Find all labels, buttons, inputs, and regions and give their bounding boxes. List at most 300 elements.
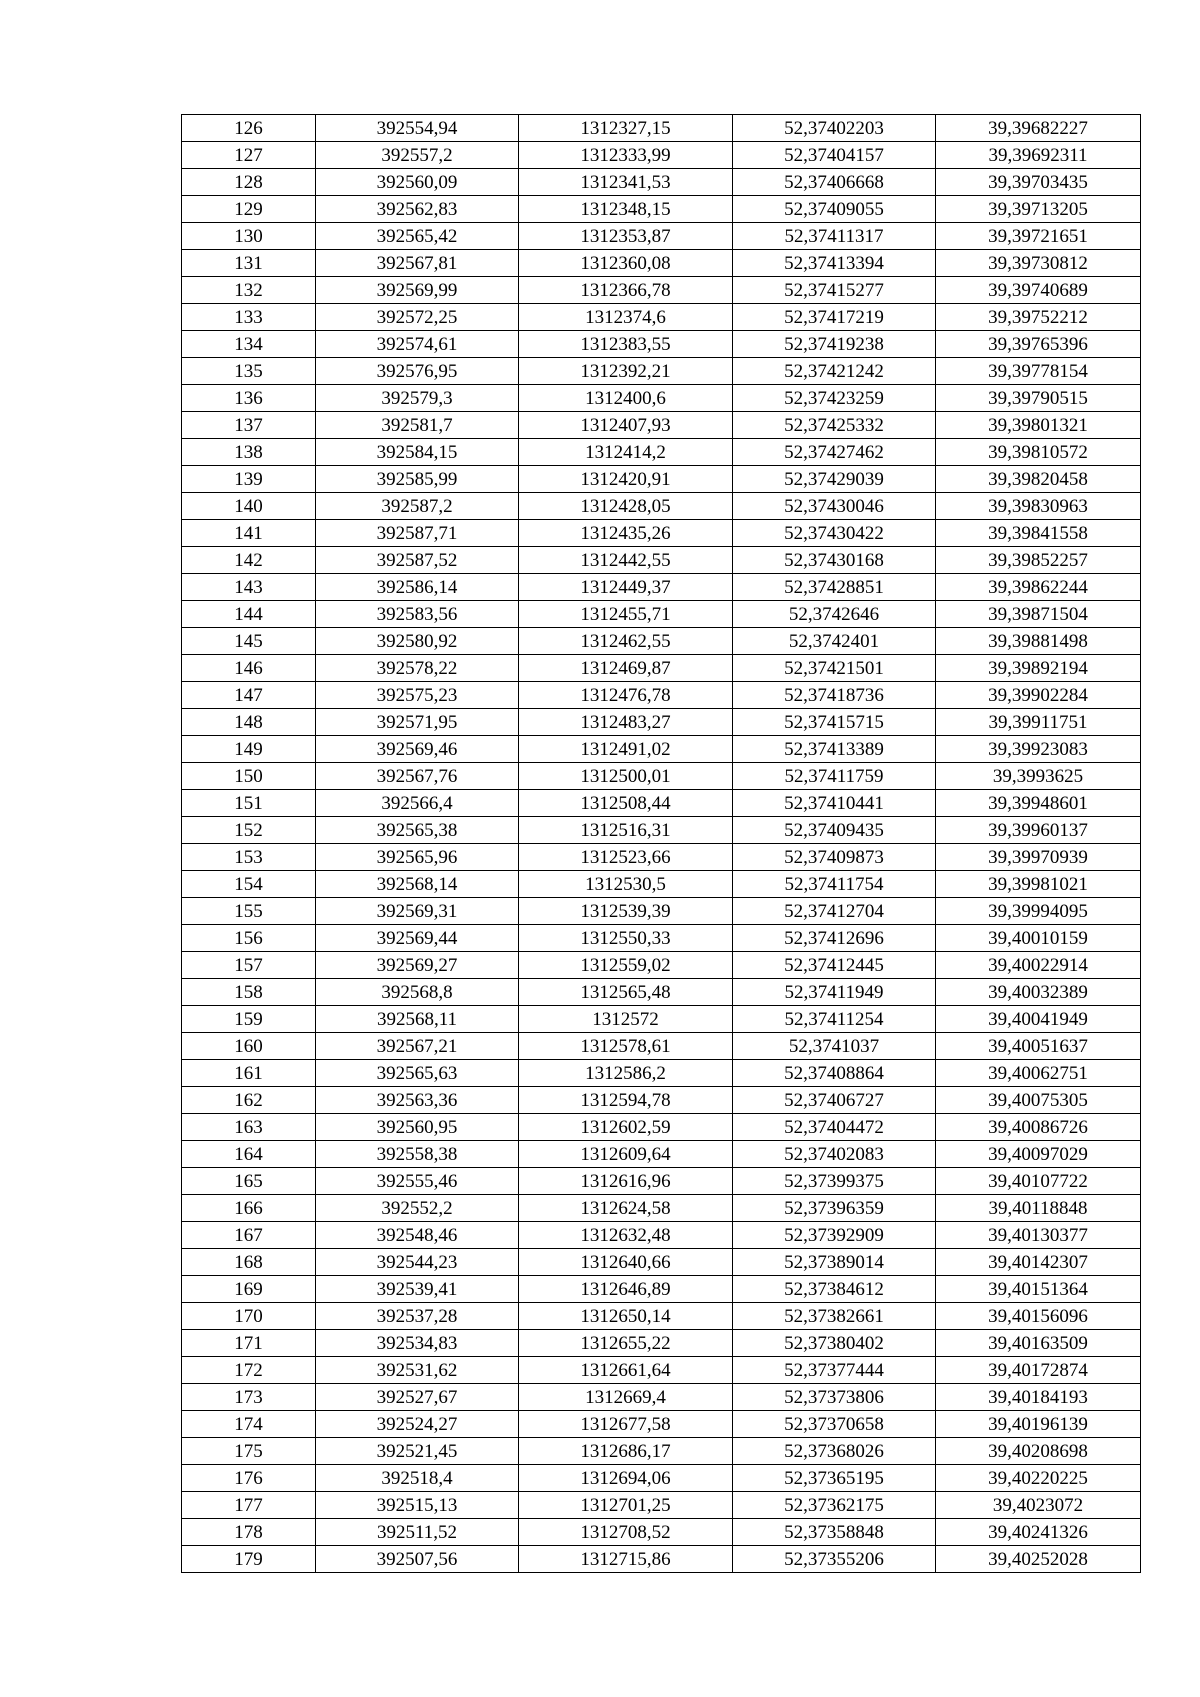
table-row	[182, 1384, 1141, 1411]
x-coordinate-cell: 392569,31	[316, 898, 519, 925]
x-coordinate-cell: 392565,42	[316, 223, 519, 250]
point-number-cell: 168	[182, 1249, 316, 1276]
longitude-cell: 39,39948601	[936, 790, 1141, 817]
longitude-cell: 39,40097029	[936, 1141, 1141, 1168]
x-coordinate-cell: 392576,95	[316, 358, 519, 385]
table-row	[182, 844, 1141, 871]
x-coordinate-cell: 392566,4	[316, 790, 519, 817]
table-row	[182, 115, 1141, 142]
table-row	[182, 574, 1141, 601]
point-number-cell: 127	[182, 142, 316, 169]
table-row	[182, 736, 1141, 763]
latitude-cell: 52,37412704	[733, 898, 936, 925]
x-coordinate-cell: 392574,61	[316, 331, 519, 358]
longitude-cell: 39,39830963	[936, 493, 1141, 520]
latitude-cell: 52,37411759	[733, 763, 936, 790]
point-number-cell: 156	[182, 925, 316, 952]
point-number-cell: 147	[182, 682, 316, 709]
table-row	[182, 1249, 1141, 1276]
latitude-cell: 52,37408864	[733, 1060, 936, 1087]
table-row	[182, 1546, 1141, 1573]
x-coordinate-cell: 392567,76	[316, 763, 519, 790]
longitude-cell: 39,40032389	[936, 979, 1141, 1006]
table-row	[182, 547, 1141, 574]
point-number-cell: 170	[182, 1303, 316, 1330]
latitude-cell: 52,37380402	[733, 1330, 936, 1357]
longitude-cell: 39,39892194	[936, 655, 1141, 682]
y-coordinate-cell: 1312455,71	[519, 601, 733, 628]
longitude-cell: 39,40051637	[936, 1033, 1141, 1060]
latitude-cell: 52,37429039	[733, 466, 936, 493]
point-number-cell: 164	[182, 1141, 316, 1168]
y-coordinate-cell: 1312715,86	[519, 1546, 733, 1573]
table-row	[182, 628, 1141, 655]
point-number-cell: 150	[182, 763, 316, 790]
table-row	[182, 1168, 1141, 1195]
x-coordinate-cell: 392585,99	[316, 466, 519, 493]
longitude-cell: 39,40086726	[936, 1114, 1141, 1141]
table-row	[182, 790, 1141, 817]
latitude-cell: 52,37411949	[733, 979, 936, 1006]
x-coordinate-cell: 392569,44	[316, 925, 519, 952]
x-coordinate-cell: 392587,2	[316, 493, 519, 520]
y-coordinate-cell: 1312348,15	[519, 196, 733, 223]
y-coordinate-cell: 1312559,02	[519, 952, 733, 979]
latitude-cell: 52,37370658	[733, 1411, 936, 1438]
table-row	[182, 763, 1141, 790]
longitude-cell: 39,39752212	[936, 304, 1141, 331]
y-coordinate-cell: 1312400,6	[519, 385, 733, 412]
y-coordinate-cell: 1312469,87	[519, 655, 733, 682]
table-row	[182, 1114, 1141, 1141]
point-number-cell: 149	[182, 736, 316, 763]
y-coordinate-cell: 1312449,37	[519, 574, 733, 601]
longitude-cell: 39,40208698	[936, 1438, 1141, 1465]
longitude-cell: 39,3993625	[936, 763, 1141, 790]
point-number-cell: 169	[182, 1276, 316, 1303]
x-coordinate-cell: 392507,56	[316, 1546, 519, 1573]
latitude-cell: 52,37402203	[733, 115, 936, 142]
y-coordinate-cell: 1312360,08	[519, 250, 733, 277]
longitude-cell: 39,39740689	[936, 277, 1141, 304]
latitude-cell: 52,37428851	[733, 574, 936, 601]
longitude-cell: 39,39801321	[936, 412, 1141, 439]
latitude-cell: 52,37362175	[733, 1492, 936, 1519]
table-row	[182, 1195, 1141, 1222]
longitude-cell: 39,40062751	[936, 1060, 1141, 1087]
latitude-cell: 52,37406668	[733, 169, 936, 196]
table-row	[182, 358, 1141, 385]
y-coordinate-cell: 1312609,64	[519, 1141, 733, 1168]
latitude-cell: 52,37389014	[733, 1249, 936, 1276]
x-coordinate-cell: 392581,7	[316, 412, 519, 439]
longitude-cell: 39,40010159	[936, 925, 1141, 952]
x-coordinate-cell: 392569,27	[316, 952, 519, 979]
y-coordinate-cell: 1312414,2	[519, 439, 733, 466]
y-coordinate-cell: 1312632,48	[519, 1222, 733, 1249]
longitude-cell: 39,39810572	[936, 439, 1141, 466]
table-row	[182, 304, 1141, 331]
x-coordinate-cell: 392531,62	[316, 1357, 519, 1384]
longitude-cell: 39,39820458	[936, 466, 1141, 493]
table-row	[182, 250, 1141, 277]
table-row	[182, 412, 1141, 439]
point-number-cell: 157	[182, 952, 316, 979]
point-number-cell: 154	[182, 871, 316, 898]
longitude-cell: 39,39682227	[936, 115, 1141, 142]
y-coordinate-cell: 1312565,48	[519, 979, 733, 1006]
table-row	[182, 871, 1141, 898]
latitude-cell: 52,37425332	[733, 412, 936, 439]
point-number-cell: 129	[182, 196, 316, 223]
latitude-cell: 52,3742401	[733, 628, 936, 655]
table-row	[182, 277, 1141, 304]
x-coordinate-cell: 392518,4	[316, 1465, 519, 1492]
longitude-cell: 39,39765396	[936, 331, 1141, 358]
x-coordinate-cell: 392560,09	[316, 169, 519, 196]
longitude-cell: 39,39721651	[936, 223, 1141, 250]
table-row	[182, 223, 1141, 250]
x-coordinate-cell: 392534,83	[316, 1330, 519, 1357]
point-number-cell: 151	[182, 790, 316, 817]
y-coordinate-cell: 1312366,78	[519, 277, 733, 304]
latitude-cell: 52,37368026	[733, 1438, 936, 1465]
point-number-cell: 173	[182, 1384, 316, 1411]
point-number-cell: 130	[182, 223, 316, 250]
latitude-cell: 52,37430168	[733, 547, 936, 574]
point-number-cell: 132	[182, 277, 316, 304]
latitude-cell: 52,37396359	[733, 1195, 936, 1222]
y-coordinate-cell: 1312646,89	[519, 1276, 733, 1303]
y-coordinate-cell: 1312550,33	[519, 925, 733, 952]
table-row	[182, 1087, 1141, 1114]
x-coordinate-cell: 392584,15	[316, 439, 519, 466]
latitude-cell: 52,37423259	[733, 385, 936, 412]
x-coordinate-cell: 392524,27	[316, 1411, 519, 1438]
latitude-cell: 52,37419238	[733, 331, 936, 358]
point-number-cell: 174	[182, 1411, 316, 1438]
latitude-cell: 52,37415715	[733, 709, 936, 736]
x-coordinate-cell: 392565,63	[316, 1060, 519, 1087]
y-coordinate-cell: 1312624,58	[519, 1195, 733, 1222]
x-coordinate-cell: 392579,3	[316, 385, 519, 412]
longitude-cell: 39,40184193	[936, 1384, 1141, 1411]
table-row	[182, 169, 1141, 196]
table-row	[182, 1492, 1141, 1519]
latitude-cell: 52,37399375	[733, 1168, 936, 1195]
point-number-cell: 136	[182, 385, 316, 412]
y-coordinate-cell: 1312650,14	[519, 1303, 733, 1330]
latitude-cell: 52,37377444	[733, 1357, 936, 1384]
y-coordinate-cell: 1312508,44	[519, 790, 733, 817]
table-row	[182, 1060, 1141, 1087]
point-number-cell: 175	[182, 1438, 316, 1465]
point-number-cell: 143	[182, 574, 316, 601]
latitude-cell: 52,37430046	[733, 493, 936, 520]
y-coordinate-cell: 1312661,64	[519, 1357, 733, 1384]
x-coordinate-cell: 392552,2	[316, 1195, 519, 1222]
point-number-cell: 135	[182, 358, 316, 385]
table-row	[182, 898, 1141, 925]
y-coordinate-cell: 1312578,61	[519, 1033, 733, 1060]
latitude-cell: 52,37365195	[733, 1465, 936, 1492]
point-number-cell: 161	[182, 1060, 316, 1087]
x-coordinate-cell: 392567,81	[316, 250, 519, 277]
table-row	[182, 331, 1141, 358]
longitude-cell: 39,39778154	[936, 358, 1141, 385]
latitude-cell: 52,37392909	[733, 1222, 936, 1249]
latitude-cell: 52,37412696	[733, 925, 936, 952]
latitude-cell: 52,37411754	[733, 871, 936, 898]
table-row	[182, 493, 1141, 520]
x-coordinate-cell: 392580,92	[316, 628, 519, 655]
y-coordinate-cell: 1312616,96	[519, 1168, 733, 1195]
table-row	[182, 1465, 1141, 1492]
latitude-cell: 52,37409055	[733, 196, 936, 223]
table-row	[182, 1033, 1141, 1060]
longitude-cell: 39,39841558	[936, 520, 1141, 547]
table-row	[182, 682, 1141, 709]
latitude-cell: 52,37406727	[733, 1087, 936, 1114]
y-coordinate-cell: 1312462,55	[519, 628, 733, 655]
x-coordinate-cell: 392562,83	[316, 196, 519, 223]
longitude-cell: 39,40163509	[936, 1330, 1141, 1357]
point-number-cell: 179	[182, 1546, 316, 1573]
point-number-cell: 177	[182, 1492, 316, 1519]
table-row	[182, 466, 1141, 493]
point-number-cell: 145	[182, 628, 316, 655]
longitude-cell: 39,39852257	[936, 547, 1141, 574]
point-number-cell: 137	[182, 412, 316, 439]
y-coordinate-cell: 1312333,99	[519, 142, 733, 169]
point-number-cell: 153	[182, 844, 316, 871]
latitude-cell: 52,37384612	[733, 1276, 936, 1303]
coordinates-table-body	[182, 115, 1141, 1573]
y-coordinate-cell: 1312677,58	[519, 1411, 733, 1438]
y-coordinate-cell: 1312491,02	[519, 736, 733, 763]
latitude-cell: 52,3741037	[733, 1033, 936, 1060]
latitude-cell: 52,37355206	[733, 1546, 936, 1573]
x-coordinate-cell: 392557,2	[316, 142, 519, 169]
x-coordinate-cell: 392583,56	[316, 601, 519, 628]
x-coordinate-cell: 392527,67	[316, 1384, 519, 1411]
longitude-cell: 39,40022914	[936, 952, 1141, 979]
y-coordinate-cell: 1312586,2	[519, 1060, 733, 1087]
coordinates-table	[181, 114, 1141, 1573]
latitude-cell: 52,3742646	[733, 601, 936, 628]
point-number-cell: 152	[182, 817, 316, 844]
point-number-cell: 160	[182, 1033, 316, 1060]
point-number-cell: 140	[182, 493, 316, 520]
latitude-cell: 52,37358848	[733, 1519, 936, 1546]
y-coordinate-cell: 1312420,91	[519, 466, 733, 493]
y-coordinate-cell: 1312523,66	[519, 844, 733, 871]
longitude-cell: 39,40041949	[936, 1006, 1141, 1033]
latitude-cell: 52,37373806	[733, 1384, 936, 1411]
latitude-cell: 52,37409873	[733, 844, 936, 871]
x-coordinate-cell: 392569,99	[316, 277, 519, 304]
point-number-cell: 148	[182, 709, 316, 736]
y-coordinate-cell: 1312435,26	[519, 520, 733, 547]
latitude-cell: 52,37421501	[733, 655, 936, 682]
longitude-cell: 39,40241326	[936, 1519, 1141, 1546]
table-row	[182, 817, 1141, 844]
point-number-cell: 162	[182, 1087, 316, 1114]
latitude-cell: 52,37404157	[733, 142, 936, 169]
y-coordinate-cell: 1312655,22	[519, 1330, 733, 1357]
longitude-cell: 39,40156096	[936, 1303, 1141, 1330]
table-row	[182, 979, 1141, 1006]
point-number-cell: 128	[182, 169, 316, 196]
table-row	[182, 601, 1141, 628]
y-coordinate-cell: 1312539,39	[519, 898, 733, 925]
point-number-cell: 155	[182, 898, 316, 925]
y-coordinate-cell: 1312383,55	[519, 331, 733, 358]
y-coordinate-cell: 1312701,25	[519, 1492, 733, 1519]
x-coordinate-cell: 392548,46	[316, 1222, 519, 1249]
y-coordinate-cell: 1312407,93	[519, 412, 733, 439]
point-number-cell: 167	[182, 1222, 316, 1249]
latitude-cell: 52,37430422	[733, 520, 936, 547]
y-coordinate-cell: 1312572	[519, 1006, 733, 1033]
x-coordinate-cell: 392560,95	[316, 1114, 519, 1141]
x-coordinate-cell: 392558,38	[316, 1141, 519, 1168]
y-coordinate-cell: 1312442,55	[519, 547, 733, 574]
table-row	[182, 1330, 1141, 1357]
x-coordinate-cell: 392586,14	[316, 574, 519, 601]
x-coordinate-cell: 392578,22	[316, 655, 519, 682]
y-coordinate-cell: 1312669,4	[519, 1384, 733, 1411]
y-coordinate-cell: 1312530,5	[519, 871, 733, 898]
latitude-cell: 52,37427462	[733, 439, 936, 466]
point-number-cell: 138	[182, 439, 316, 466]
longitude-cell: 39,40118848	[936, 1195, 1141, 1222]
longitude-cell: 39,39862244	[936, 574, 1141, 601]
table-row	[182, 925, 1141, 952]
y-coordinate-cell: 1312392,21	[519, 358, 733, 385]
longitude-cell: 39,40196139	[936, 1411, 1141, 1438]
y-coordinate-cell: 1312694,06	[519, 1465, 733, 1492]
longitude-cell: 39,39703435	[936, 169, 1141, 196]
x-coordinate-cell: 392537,28	[316, 1303, 519, 1330]
table-row	[182, 1438, 1141, 1465]
longitude-cell: 39,40107722	[936, 1168, 1141, 1195]
x-coordinate-cell: 392544,23	[316, 1249, 519, 1276]
x-coordinate-cell: 392515,13	[316, 1492, 519, 1519]
y-coordinate-cell: 1312602,59	[519, 1114, 733, 1141]
point-number-cell: 176	[182, 1465, 316, 1492]
point-number-cell: 131	[182, 250, 316, 277]
latitude-cell: 52,37412445	[733, 952, 936, 979]
longitude-cell: 39,39713205	[936, 196, 1141, 223]
latitude-cell: 52,37382661	[733, 1303, 936, 1330]
point-number-cell: 166	[182, 1195, 316, 1222]
point-number-cell: 172	[182, 1357, 316, 1384]
y-coordinate-cell: 1312476,78	[519, 682, 733, 709]
table-row	[182, 1357, 1141, 1384]
longitude-cell: 39,40220225	[936, 1465, 1141, 1492]
point-number-cell: 163	[182, 1114, 316, 1141]
longitude-cell: 39,39881498	[936, 628, 1141, 655]
x-coordinate-cell: 392555,46	[316, 1168, 519, 1195]
y-coordinate-cell: 1312500,01	[519, 763, 733, 790]
point-number-cell: 158	[182, 979, 316, 1006]
x-coordinate-cell: 392587,71	[316, 520, 519, 547]
table-row	[182, 520, 1141, 547]
y-coordinate-cell: 1312327,15	[519, 115, 733, 142]
x-coordinate-cell: 392572,25	[316, 304, 519, 331]
table-row	[182, 709, 1141, 736]
table-row	[182, 196, 1141, 223]
x-coordinate-cell: 392569,46	[316, 736, 519, 763]
longitude-cell: 39,39970939	[936, 844, 1141, 871]
latitude-cell: 52,37415277	[733, 277, 936, 304]
y-coordinate-cell: 1312640,66	[519, 1249, 733, 1276]
longitude-cell: 39,39692311	[936, 142, 1141, 169]
point-number-cell: 178	[182, 1519, 316, 1546]
point-number-cell: 134	[182, 331, 316, 358]
x-coordinate-cell: 392565,38	[316, 817, 519, 844]
longitude-cell: 39,40172874	[936, 1357, 1141, 1384]
longitude-cell: 39,39902284	[936, 682, 1141, 709]
x-coordinate-cell: 392521,45	[316, 1438, 519, 1465]
longitude-cell: 39,40252028	[936, 1546, 1141, 1573]
table-row	[182, 1141, 1141, 1168]
y-coordinate-cell: 1312708,52	[519, 1519, 733, 1546]
x-coordinate-cell: 392587,52	[316, 547, 519, 574]
point-number-cell: 144	[182, 601, 316, 628]
x-coordinate-cell: 392554,94	[316, 115, 519, 142]
longitude-cell: 39,39911751	[936, 709, 1141, 736]
x-coordinate-cell: 392568,8	[316, 979, 519, 1006]
y-coordinate-cell: 1312428,05	[519, 493, 733, 520]
x-coordinate-cell: 392575,23	[316, 682, 519, 709]
y-coordinate-cell: 1312353,87	[519, 223, 733, 250]
point-number-cell: 159	[182, 1006, 316, 1033]
y-coordinate-cell: 1312594,78	[519, 1087, 733, 1114]
x-coordinate-cell: 392539,41	[316, 1276, 519, 1303]
x-coordinate-cell: 392567,21	[316, 1033, 519, 1060]
x-coordinate-cell: 392565,96	[316, 844, 519, 871]
latitude-cell: 52,37411254	[733, 1006, 936, 1033]
y-coordinate-cell: 1312516,31	[519, 817, 733, 844]
longitude-cell: 39,40130377	[936, 1222, 1141, 1249]
x-coordinate-cell: 392511,52	[316, 1519, 519, 1546]
point-number-cell: 142	[182, 547, 316, 574]
table-row	[182, 1276, 1141, 1303]
table-row	[182, 1006, 1141, 1033]
table-row	[182, 439, 1141, 466]
table-row	[182, 655, 1141, 682]
latitude-cell: 52,37413389	[733, 736, 936, 763]
longitude-cell: 39,39960137	[936, 817, 1141, 844]
longitude-cell: 39,40142307	[936, 1249, 1141, 1276]
y-coordinate-cell: 1312686,17	[519, 1438, 733, 1465]
longitude-cell: 39,4023072	[936, 1492, 1141, 1519]
point-number-cell: 126	[182, 115, 316, 142]
latitude-cell: 52,37410441	[733, 790, 936, 817]
table-row	[182, 1303, 1141, 1330]
table-row	[182, 952, 1141, 979]
longitude-cell: 39,39730812	[936, 250, 1141, 277]
point-number-cell: 133	[182, 304, 316, 331]
longitude-cell: 39,39790515	[936, 385, 1141, 412]
longitude-cell: 39,39994095	[936, 898, 1141, 925]
longitude-cell: 39,40151364	[936, 1276, 1141, 1303]
y-coordinate-cell: 1312374,6	[519, 304, 733, 331]
table-row	[182, 142, 1141, 169]
latitude-cell: 52,37411317	[733, 223, 936, 250]
